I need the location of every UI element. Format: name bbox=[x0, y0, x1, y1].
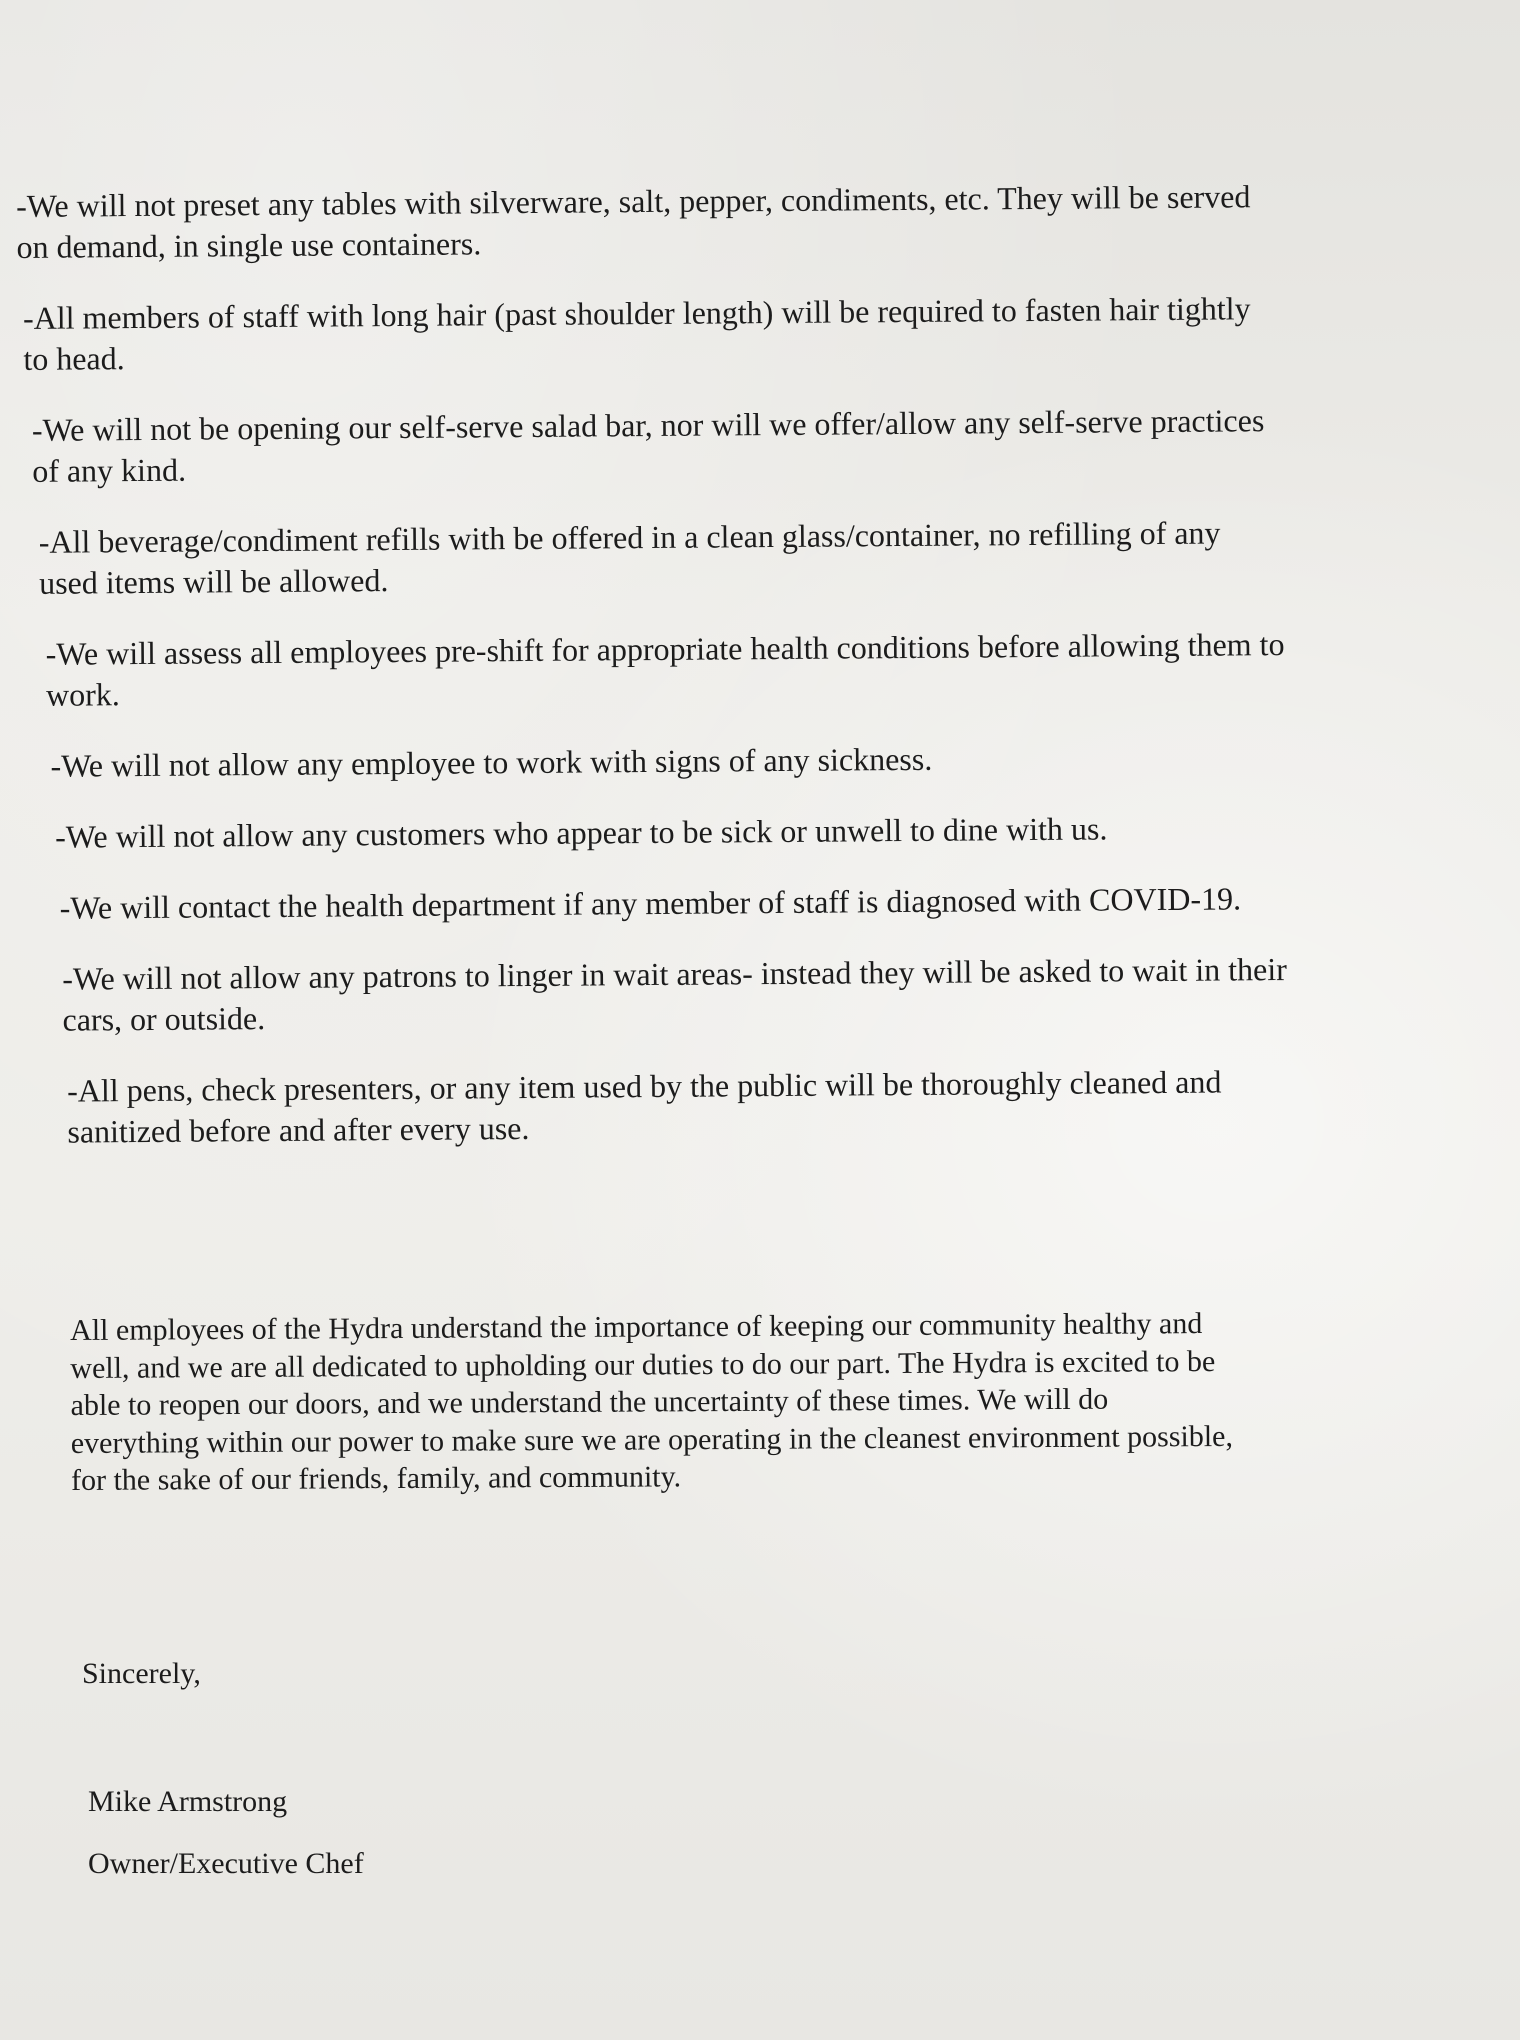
policy-item: -We will not allow any patrons to linger in wait areas- instead they will be asked to wait in their cars, or outside. bbox=[62, 951, 1287, 1038]
policy-item: -All pens, check presenters, or any item used by the public will be thoroughly cleaned and sanitized before and after every use. bbox=[66, 1063, 1222, 1150]
policy-item: -We will assess all employees pre-shift for appropriate health conditions before allowing them to work. bbox=[45, 626, 1285, 713]
policy-item: -We will not allow any employee to work with signs of any sickness. bbox=[50, 740, 933, 784]
policy-item: -We will not preset any tables with silverware, salt, pepper, condiments, etc. They will be served on demand, in single use containers. bbox=[16, 178, 1251, 265]
signer-title: Owner/Executive Chef bbox=[88, 1847, 364, 1880]
signer-name: Mike Armstrong bbox=[88, 1785, 288, 1818]
policy-item: -We will contact the health department if any member of staff is diagnosed with COVID-19. bbox=[59, 880, 1242, 926]
policy-list bbox=[14, 175, 1422, 1183]
policy-item: -We will not be opening our self-serve salad bar, nor will we offer/allow any self-serve practices of any kind. bbox=[31, 402, 1265, 489]
policy-item: -All beverage/condiment refills with be offered in a clean glass/container, no refilling of any used items will be allowed. bbox=[38, 514, 1221, 601]
closing-paragraph: All employees of the Hydra understand the importance of keeping our community healthy and well, and we are all dedicated to upholding our duties to do our part. The Hydra is excited to be able to reopen our doors, and we understand the uncertainty of these times. We will do everything within our power to make sure we are operating in the cleanest environment possible, for the sake of our friends, family, and community. bbox=[70, 1307, 1234, 1497]
policy-item: -All members of staff with long hair (past shoulder length) will be required to fasten hair tightly to head. bbox=[22, 290, 1251, 377]
signoff: Sincerely, bbox=[82, 1657, 201, 1690]
policy-item: -We will not allow any customers who appear to be sick or unwell to dine with us. bbox=[54, 810, 1108, 855]
